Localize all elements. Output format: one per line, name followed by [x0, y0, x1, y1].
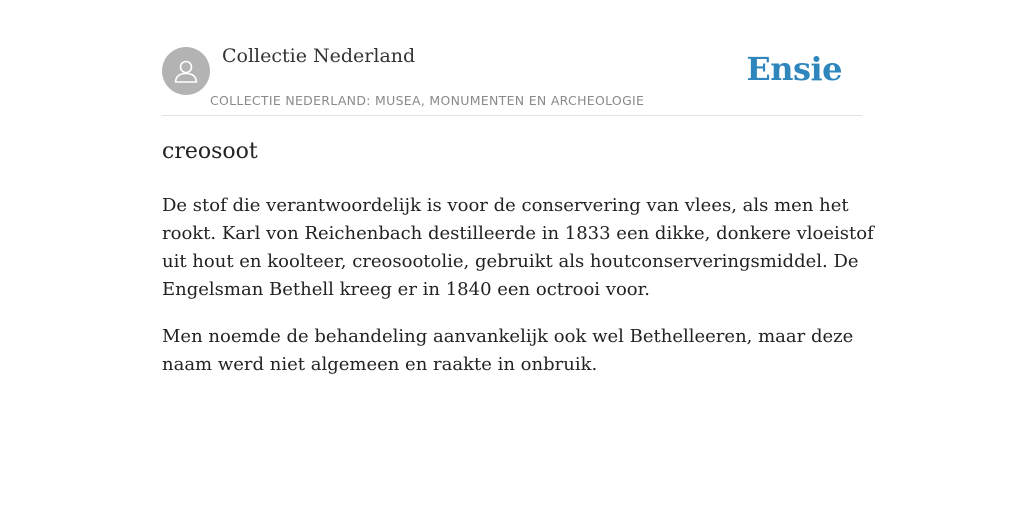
avatar[interactable] [162, 47, 210, 95]
author-name[interactable]: Collectie Nederland [222, 45, 416, 67]
entry-paragraph: Men noemde de behandeling aanvankelijk ook wel Bethelleeren, maar deze naam werd niet algemeen en raakte in onbruik. [162, 326, 854, 375]
entry-title: creosoot [162, 139, 258, 164]
ensie-logo[interactable]: Ensie [746, 50, 842, 88]
entry-paragraph: De stof die verantwoordelijk is voor de conservering van vlees, als men het rookt. Karl von Reichenbach destilleerde in 1833 een dikke, donkere vloeistof uit hout en koolteer, creosootolie, gebruikt als houtconserveringsmiddel. De Engelsman Bethell kreeg er in 1840 een octrooi voor. [162, 195, 874, 300]
user-icon [172, 57, 200, 85]
entry-header [162, 0, 862, 116]
entry-body [162, 192, 874, 398]
source-label[interactable]: COLLECTIE NEDERLAND: MUSEA, MONUMENTEN EN ARCHEOLOGIE [210, 93, 645, 108]
